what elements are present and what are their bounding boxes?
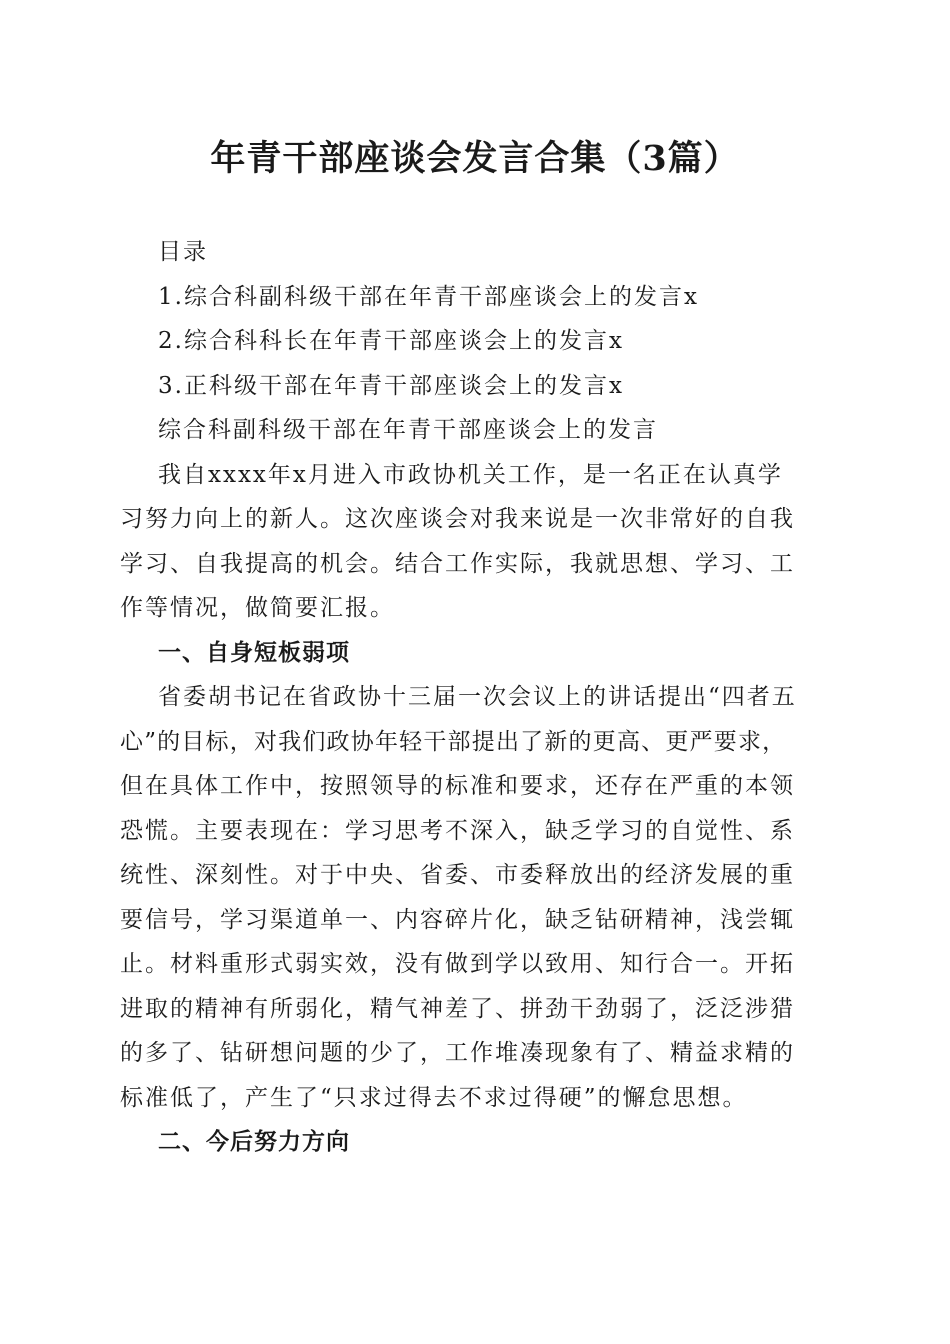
section-title: 综合科副科级干部在年青干部座谈会上的发言 (158, 417, 658, 443)
toc-item: 1.综合科副科级干部在年青干部座谈会上的发言x (158, 283, 699, 310)
paragraph-line: 恐慌。主要表现在：学习思考不深入，缺乏学习的自觉性、系 (120, 817, 795, 844)
paragraph-line: 学习、自我提高的机会。结合工作实际，我就思想、学习、工 (120, 550, 795, 577)
paragraph-line: 省委胡书记在省政协十三届一次会议上的讲话提出“四者五 (158, 684, 797, 710)
toc-item: 2.综合科科长在年青干部座谈会上的发言x (158, 328, 624, 354)
weaknesses-paragraph (120, 675, 834, 1120)
paragraph-line: 要信号，学习渠道单一、内容碎片化，缺乏钻研精神，浅尝辄 (120, 906, 795, 933)
intro-paragraph (120, 453, 834, 631)
paragraph-line: 统性、深刻性。对于中央、省委、市委释放出的经济发展的重 (120, 862, 795, 888)
paragraph-line: 心”的目标，对我们政协年轻干部提出了新的更高、更严要求， (120, 728, 787, 755)
heading-weaknesses: 一、自身短板弱项 (158, 639, 350, 666)
heading-future-direction: 二、今后努力方向 (158, 1129, 350, 1155)
document-body (120, 230, 834, 1165)
toc-label: 目录 (158, 239, 208, 265)
paragraph-line: 的多了、钻研想问题的少了，工作堆凑现象有了、精益求精的 (120, 1040, 795, 1066)
paragraph-line: 作等情况，做简要汇报。 (120, 595, 395, 621)
paragraph-line: 止。材料重形式弱实效，没有做到学以致用、知行合一。开拓 (120, 951, 795, 977)
paragraph-line: 但在具体工作中，按照领导的标准和要求，还存在严重的本领 (120, 773, 795, 799)
toc-item: 3.正科级干部在年青干部座谈会上的发言x (158, 372, 624, 399)
paragraph-line: 进取的精神有所弱化，精气神差了、拼劲干劲弱了，泛泛涉猎 (120, 995, 795, 1022)
paragraph-line: 标准低了，产生了“只求过得去不求过得硬”的懈怠思想。 (120, 1084, 748, 1111)
paragraph-line: 习努力向上的新人。这次座谈会对我来说是一次非常好的自我 (120, 506, 795, 532)
paragraph-line: 我自xxxx年x月进入市政协机关工作，是一名正在认真学 (158, 461, 783, 488)
document-title: 年青干部座谈会发言合集（3篇） (210, 138, 740, 179)
